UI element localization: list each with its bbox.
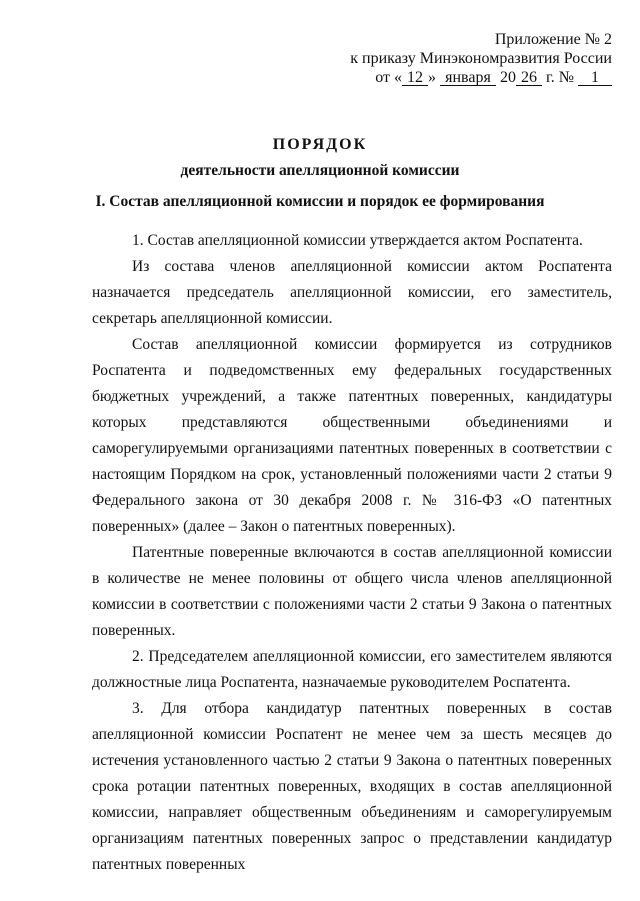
paragraph: 1. Состав апелляционной комиссии утверждается актом Роспатента.	[132, 232, 583, 249]
paragraph: 2. Председателем апелляционной комиссии, его заместителем являются должностные лица Роспатента, назначаемые руководителем Роспатента.	[92, 648, 612, 691]
date-year-prefix: 20	[499, 69, 516, 86]
order-number-label: г. №	[545, 69, 574, 86]
section-heading: I. Состав апелляционной комиссии и порядок ее формирования	[95, 193, 545, 210]
order-number: 1	[578, 70, 612, 86]
document-title: ПОРЯДОК	[272, 136, 368, 153]
date-day: 12	[402, 70, 428, 86]
date-prefix: от «	[375, 69, 402, 86]
appendix-number: Приложение № 2	[494, 31, 612, 48]
date-year: 26	[516, 70, 542, 86]
document-subtitle: деятельности апелляционной комиссии	[180, 162, 460, 179]
date-month: января	[440, 70, 496, 86]
paragraph: 3. Для отбора кандидатур патентных поверенных в состав апелляционной комиссии Роспатент не менее чем за шесть месяцев до истечения установленного частью 2 статьи 9 Закона о патентных поверенных срока ротации патентных поверенных, входящих в состав апелляционной комиссии, направляет общественным объединениям и саморегулируемым организациям патентных поверенных запрос о представлении кандидатур патентных поверенных	[92, 700, 612, 873]
appendix-order-ref: к приказу Минэкономразвития России	[350, 50, 612, 67]
paragraph: Из состава членов апелляционной комиссии актом Роспатента назначается председатель апелляционной комиссии, его заместитель, секретарь апелляционной комиссии.	[92, 258, 612, 327]
date-mid: »	[427, 69, 436, 86]
paragraph: Патентные поверенные включаются в состав апелляционной комиссии в количестве не менее половины от общего числа членов апелляционной комиссии в соответствии с положениями части 2 статьи 9 Закона о патентных поверенных.	[92, 544, 612, 639]
paragraph: Состав апелляционной комиссии формируется из сотрудников Роспатента и подведомственных ему федеральных государственных бюджетных учреждений, а также патентных поверенных, кандидатуры которых представляются общественными объединениями и саморегулируемыми организациями патентных поверенных в соответствии с настоящим Порядком на срок, установленный положениями части 2 статьи 9 Федерального закона от 30 декабря 2008 г. № 316-ФЗ «О патентных поверенных» (далее – Закон о патентных поверенных).	[92, 336, 612, 535]
appendix-date-line	[312, 68, 612, 87]
document-body	[92, 228, 612, 878]
appendix-header	[312, 30, 612, 87]
